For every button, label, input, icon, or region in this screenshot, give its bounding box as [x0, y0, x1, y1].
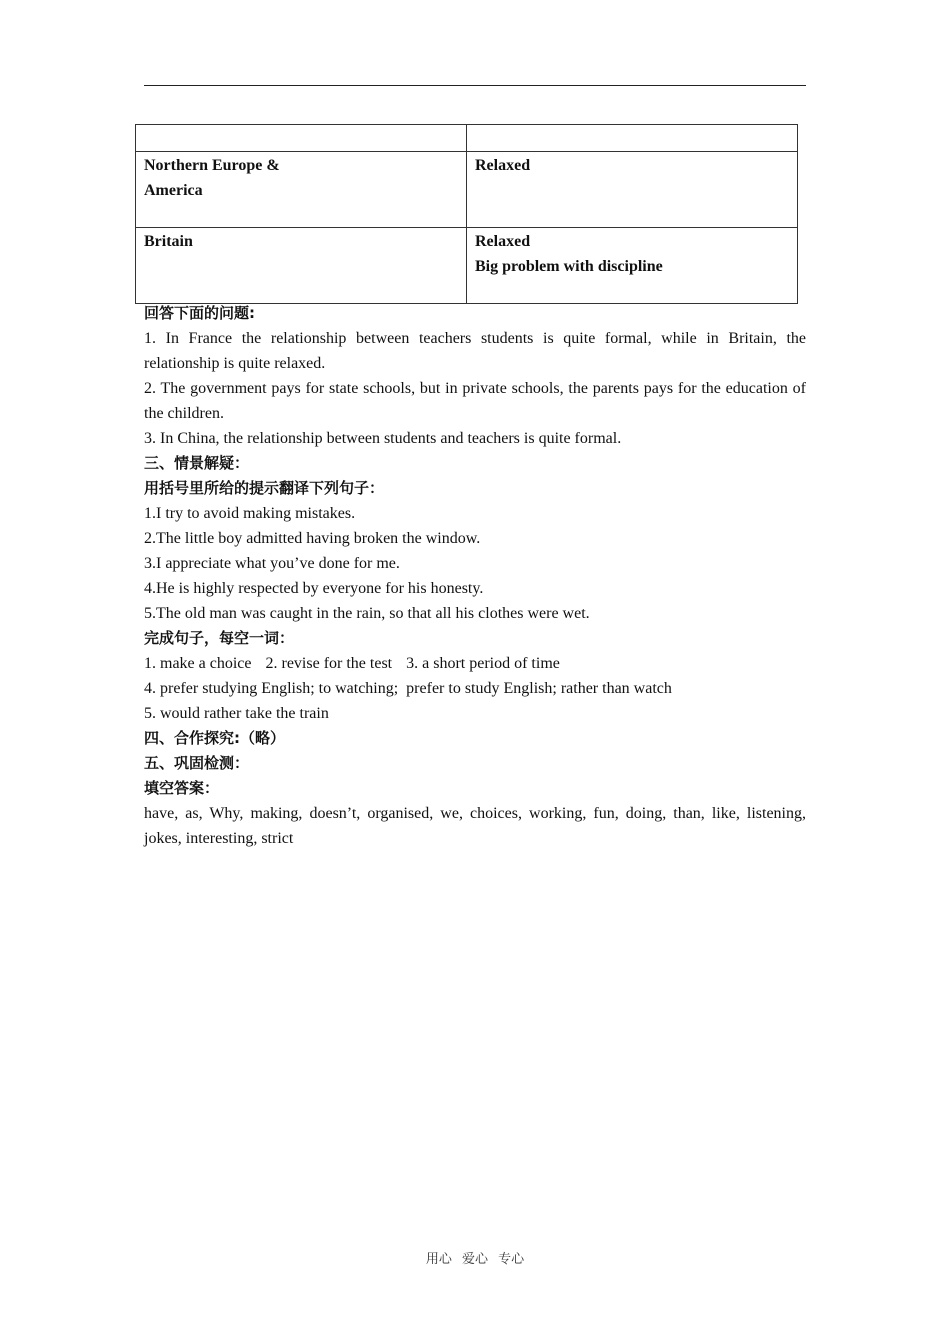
- answer-content: [144, 301, 806, 851]
- list-item: 5.The old man was caught in the rain, so that all his clothes were wet.: [144, 605, 590, 622]
- comparison-table: [135, 124, 798, 304]
- list-item: 3.I appreciate what you’ve done for me.: [144, 555, 400, 572]
- section-subheading: 填空答案：: [144, 779, 220, 797]
- list-item: 1.I try to avoid making mistakes.: [144, 505, 356, 522]
- table-cell: [467, 125, 798, 152]
- list-item: 4.He is highly respected by everyone for his honesty.: [144, 580, 484, 597]
- section-heading: 三、情景解疑：: [144, 454, 250, 472]
- table-cell: [136, 125, 467, 152]
- answer-phrase: 3. a short period of time: [406, 655, 560, 672]
- list-item: 4. prefer studying English; to watching; prefer to study English; rather than watch: [144, 680, 672, 697]
- answer-phrase: 1. make a choice: [144, 655, 252, 672]
- list-item: 3. In China, the relationship between students and teachers is quite formal.: [144, 430, 622, 447]
- list-item: 2.The little boy admitted having broken the window.: [144, 530, 481, 547]
- list-item: [144, 651, 806, 676]
- header-rule: [144, 85, 806, 86]
- table-row: [136, 228, 798, 304]
- table-row: [136, 125, 798, 152]
- section-subheading: 用括号里所给的提示翻译下列句子：: [144, 479, 385, 497]
- table-cell: Relaxed: [467, 152, 798, 228]
- page-footer: 用心 爱心 专心: [425, 1252, 525, 1267]
- answer-list: have, as, Why, making, doesn’t, organised, we, choices, working, fun, doing, than, like, listening, jokes, interesting, strict: [144, 805, 806, 847]
- table-cell: Relaxed Big problem with discipline: [467, 228, 798, 304]
- list-item: 1. In France the relationship between teachers students is quite formal, while in Britain, the relationship is quite relaxed.: [144, 330, 806, 372]
- list-item: 2. The government pays for state schools, but in private schools, the parents pays for the education of the children.: [144, 380, 806, 422]
- table-cell: Northern Europe & America: [136, 152, 467, 228]
- table-cell: Britain: [136, 228, 467, 304]
- section-heading: 回答下面的问题:: [144, 304, 255, 322]
- table-row: [136, 152, 798, 228]
- answer-phrase: 2. revise for the test: [265, 655, 393, 672]
- section-heading: 完成句子，每空一词：: [144, 629, 295, 647]
- list-item: 5. would rather take the train: [144, 705, 329, 722]
- section-heading: 五、巩固检测：: [144, 754, 250, 772]
- section-heading: 四、合作探究:（略）: [144, 729, 285, 747]
